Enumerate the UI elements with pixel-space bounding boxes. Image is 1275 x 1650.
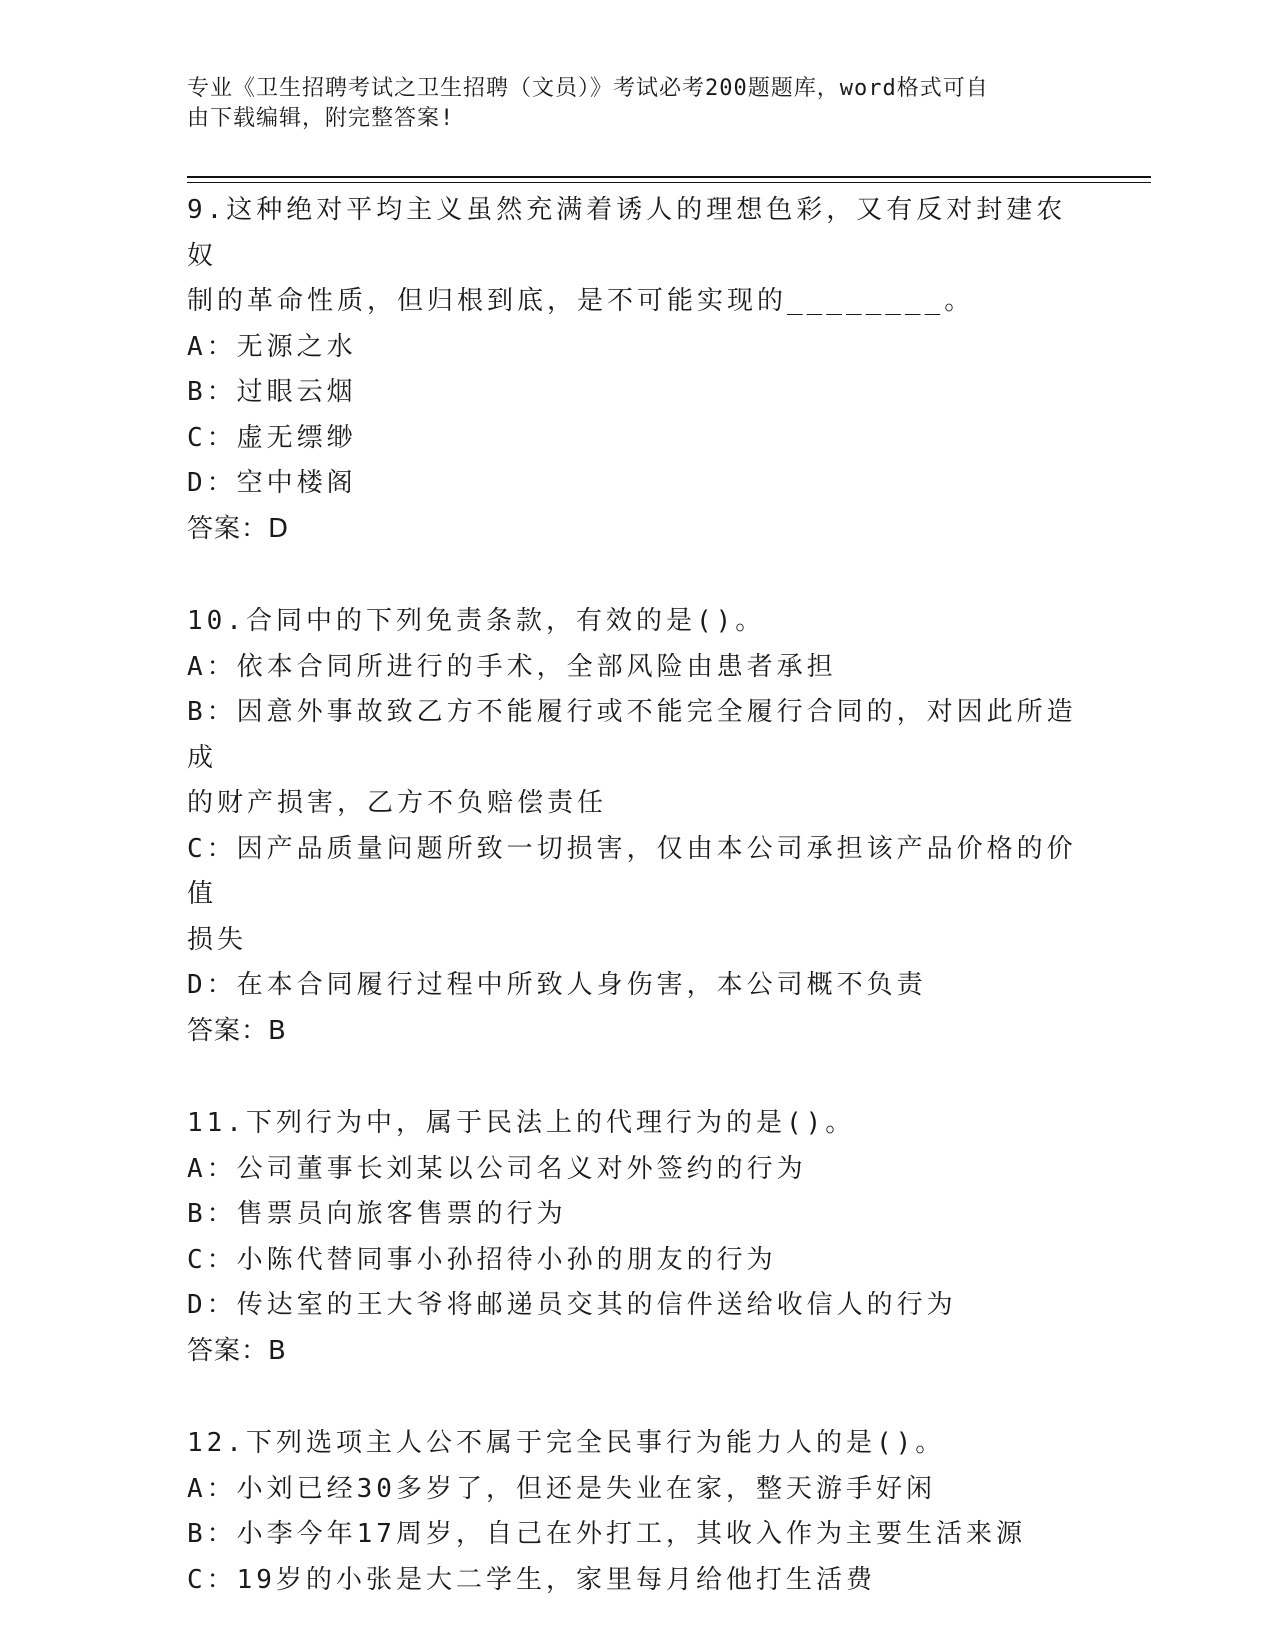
- option-b-continued: 的财产损害，乙方不负赔偿责任: [187, 788, 608, 818]
- option-c-continued: 损失: [187, 924, 248, 955]
- option-d: D：空中楼阁: [187, 468, 357, 498]
- header-line-1: 专业《卫生招聘考试之卫生招聘（文员）》考试必考200题题库，word格式可自: [187, 76, 989, 101]
- question-stem-line: 制的革命性质，但归根到底，是不可能实现的________。: [187, 286, 975, 316]
- question-block: [187, 1421, 1087, 1603]
- option-a: A：依本合同所进行的手术，全部风险由患者承担: [187, 651, 837, 682]
- question-list: [187, 188, 1087, 1650]
- option-b: B：过眼云烟: [187, 377, 357, 407]
- answer-line: 答案：B: [187, 1015, 287, 1046]
- option-b: B：售票员向旅客售票的行为: [187, 1199, 567, 1229]
- question-stem-line: 12.下列选项主人公不属于完全民事行为能力人的是()。: [187, 1428, 946, 1458]
- header-divider-thin: [187, 182, 1151, 183]
- answer-line: 答案：B: [187, 1335, 287, 1366]
- option-c: C：因产品质量问题所致一切损害，仅由本公司承担该产品价格的价值: [187, 833, 1077, 909]
- question-block: [187, 599, 1087, 1054]
- option-a: A：公司董事长刘某以公司名义对外签约的行为: [187, 1153, 807, 1184]
- question-stem-line: 9.这种绝对平均主义虽然充满着诱人的理想色彩，又有反对封建农奴: [187, 195, 1067, 271]
- option-d: D：在本合同履行过程中所致人身伤害，本公司概不负责: [187, 970, 927, 1000]
- answer-line: 答案：D: [187, 513, 290, 544]
- header-line-2: 由下载编辑，附完整答案!: [187, 106, 455, 131]
- option-a: A：无源之水: [187, 331, 357, 362]
- question-block: [187, 1101, 1087, 1374]
- option-d: D：传达室的王大爷将邮递员交其的信件送给收信人的行为: [187, 1290, 957, 1320]
- header-divider-thick: [187, 176, 1151, 178]
- question-block: [187, 188, 1087, 552]
- option-c: C：19岁的小张是大二学生，家里每月给他打生活费: [187, 1564, 876, 1595]
- option-c: C：小陈代替同事小孙招待小孙的朋友的行为: [187, 1244, 777, 1275]
- option-b: B：因意外事故致乙方不能履行或不能完全履行合同的，对因此所造成: [187, 697, 1077, 773]
- option-b: B：小李今年17周岁，自己在外打工，其收入作为主要生活来源: [187, 1519, 1026, 1549]
- question-stem-line: 11.下列行为中，属于民法上的代理行为的是()。: [187, 1108, 856, 1138]
- document-header: [187, 74, 1067, 134]
- question-stem-line: 10.合同中的下列免责条款，有效的是()。: [187, 606, 766, 636]
- option-c: C：虚无缥缈: [187, 422, 357, 453]
- option-a: A：小刘已经30多岁了，但还是失业在家，整天游手好闲: [187, 1473, 936, 1504]
